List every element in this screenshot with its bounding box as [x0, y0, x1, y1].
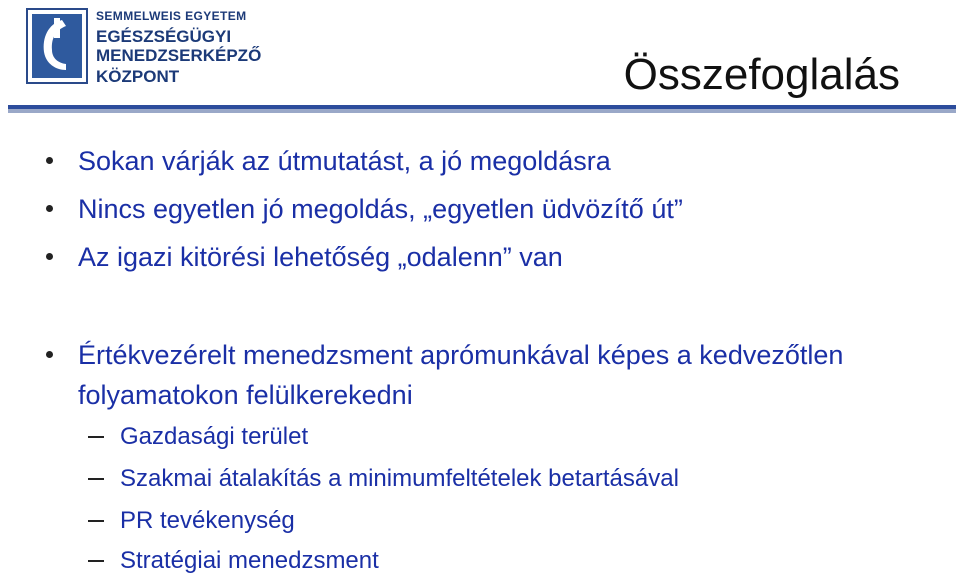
title-divider [8, 105, 956, 113]
sub-item-dash [88, 478, 104, 480]
logo-line-3: MENEDZSERKÉPZŐ [96, 46, 262, 65]
bullet-dot [46, 157, 53, 164]
sub-item-dash [88, 560, 104, 562]
logo-line-4: KÖZPONT [96, 67, 180, 86]
logo [26, 8, 276, 88]
sub-item-text: Szakmai átalakítás a minimumfeltételek betartásával [120, 465, 679, 492]
bullet-text: Értékvezérelt menedzsment aprómunkával képes a kedvezőtlen folyamatokon felülkerekedni [78, 340, 844, 410]
logo-line-2: EGÉSZSÉGÜGYI [96, 27, 232, 46]
sub-item-text: PR tevékenység [120, 507, 295, 534]
bullet-dot [46, 351, 53, 358]
bullet-dot [46, 205, 53, 212]
bullet-text: Az igazi kitörési lehetőség „odalenn” van [78, 242, 563, 272]
sub-item-dash [88, 520, 104, 522]
sub-item-text: Stratégiai menedzsment [120, 547, 379, 574]
university-logo-mark [26, 8, 88, 84]
logo-line-1: SEMMELWEIS EGYETEM [96, 9, 247, 23]
bullet-text: Sokan várják az útmutatást, a jó megoldásra [78, 146, 611, 176]
sub-item-text: Gazdasági terület [120, 423, 309, 450]
bullet-dot [46, 253, 53, 260]
slide-title: Összefoglalás [623, 50, 900, 99]
bullet-text: Nincs egyetlen jó megoldás, „egyetlen üdvözítő út” [78, 194, 683, 224]
sub-item-dash [88, 436, 104, 438]
